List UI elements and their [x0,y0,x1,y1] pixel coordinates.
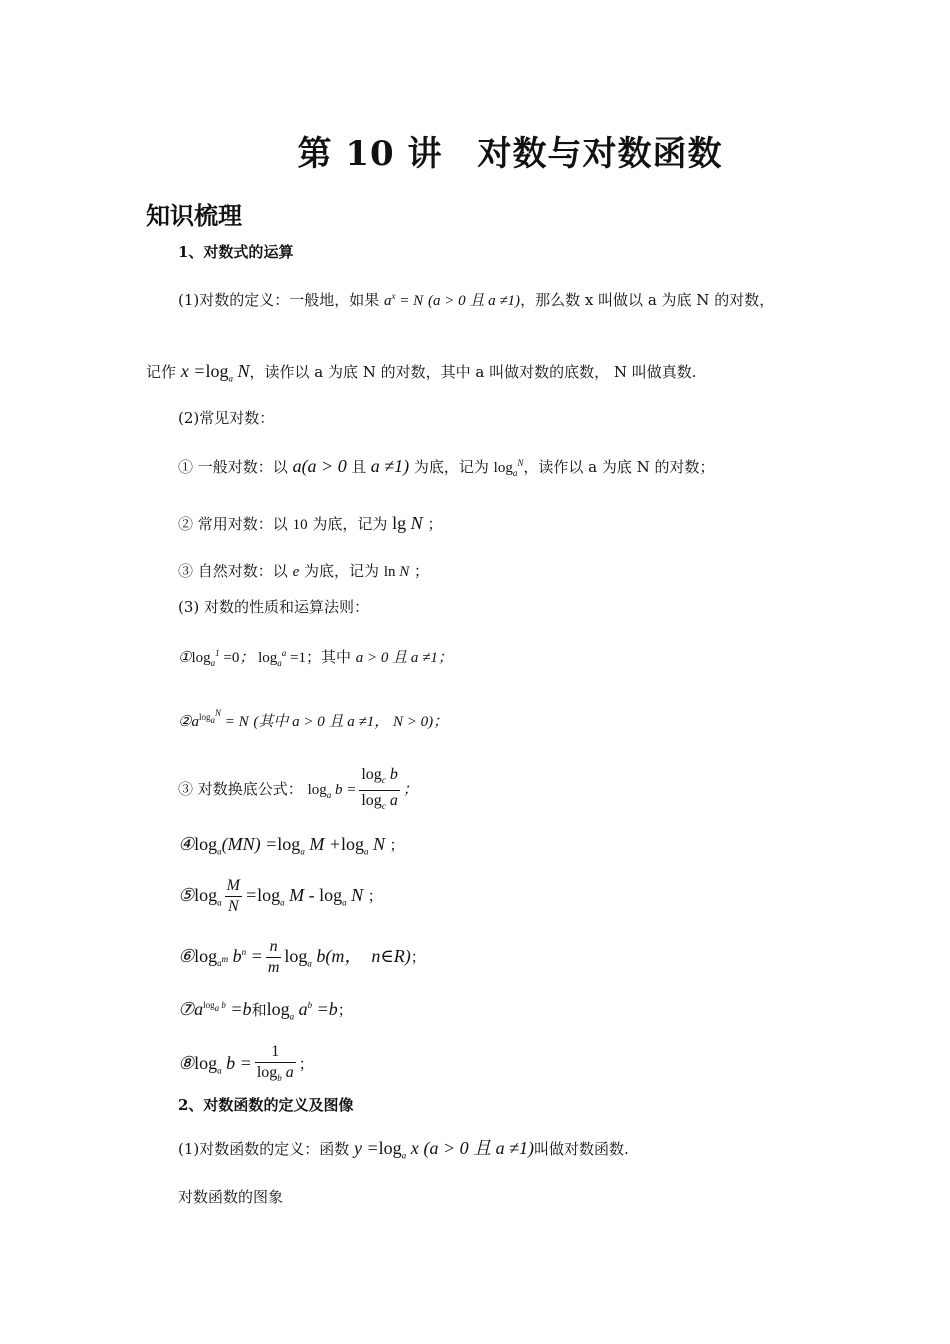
graph-caption: 对数函数的图象 [178,1188,284,1206]
common-log-1-end: ，读作以 a 为底 N 的对数； [523,458,715,476]
formula-ln-n: ln N [383,564,410,580]
common-log-2 [178,513,442,535]
common-log-1-mid: 为底，记为 [413,458,489,476]
rule-4 [178,834,405,862]
section-heading: 知识梳理 [146,201,242,230]
definition-mid: ，那么数 x 叫做以 a 为底 N 的对数， [520,291,775,309]
formula-quotient-rule: $⑤\log_a$ $\frac{M}{N}$ $=\log_a$ M - $\log_a N$ ； [178,877,383,915]
common-logs-title: (2)常见对数： [178,409,275,427]
common-log-2-base: 10 [292,517,308,533]
common-log-2-prefix: ② 常用对数：以 [178,515,288,533]
formula-power-rule: $⑥\log_{a^m}$ $b^n$ = $\frac{n}{m}$ $\log_a b(m$， n∈R)； [178,938,426,976]
rule-3-prefix: ③ 对数换底公式： [178,780,303,799]
rule-1-mid: ；其中 [306,648,352,666]
formula-inverse-rule-b: $\log_a a^b =b$； [266,999,353,1022]
formula-base-condition: a(a > 0 且 a ≠1) [292,456,410,476]
definition-line-1 [178,286,774,311]
formula-log-a-n: $\log_a^N$ [493,458,524,478]
formula-rule-1: $①\log_a^1 =0$； $\log_a^a =1$ [178,648,306,668]
rule-6 [178,938,426,977]
formula-rule-2: $②a^{log_a^N} = N$ [178,708,249,730]
function-definition-end: 叫做对数函数. [533,1140,629,1158]
page-title: 第 10 讲 对数与对数函数 [297,134,723,174]
formula-reciprocal-rule: $⑧\log_a$ b = $\frac{1}{\log_b a}$ ； [178,1043,314,1084]
definition2-prefix: 记作 [146,363,177,381]
rule-7-mid: 和 [251,1001,267,1019]
rules-title: (3) 对数的性质和运算法则： [178,598,370,616]
definition2-end: N 叫做真数. [613,363,697,381]
common-log-3-mid: 为底，记为 [304,562,380,580]
function-definition [178,1138,629,1166]
rule-2 [178,703,448,732]
formula-exponential: $a^x = N$ [384,291,424,309]
function-condition: (a > 0 且 a ≠1) [423,1138,534,1158]
formula-lg-n: lg N [392,513,423,533]
rule-3 [178,766,418,815]
rule-8 [178,1043,314,1087]
common-log-1-prefix: ① 一般对数：以 [178,458,288,476]
rule-2-condition: (其中 a > 0 且 a ≠1， N > 0)； [253,714,449,730]
rule-7 [178,995,353,1027]
common-log-2-mid: 为底，记为 [312,515,388,533]
common-log-3 [178,561,429,582]
function-definition-prefix: (1)对数函数的定义：函数 [178,1140,350,1158]
definition-line-2 [146,361,697,389]
formula-change-of-base: $\log_a b$ = $\frac{\log_c b}{\log_c a}$ ； [307,766,418,812]
definition2-text: ，读作以 a 为底 N 的对数，其中 a 叫做对数的底数， [249,363,610,381]
common-log-2-end: ； [427,515,443,533]
rule-1-condition: a > 0 且 a ≠1； [355,650,453,666]
formula-log-function: $y =\log_a$ x [354,1138,419,1161]
rule-5 [178,877,383,916]
subsection-heading-2: 2、对数函数的定义及图像 [178,1096,354,1114]
formula-inverse-rule-a: $⑦a^{log_a b} =b$ [178,999,252,1019]
subsection-heading-1: 1、对数式的运算 [178,243,294,261]
common-log-3-end: ； [414,562,430,580]
common-log-1 [178,453,715,483]
formula-log-definition: $x =\log_a$ N [180,361,250,384]
common-log-3-prefix: ③ 自然对数：以 [178,562,288,580]
formula-product-rule: $④\log_a(MN) =\log_a$ $M +\log_a$ N ； [178,834,405,857]
common-log-3-base: e [292,564,300,580]
definition-prefix: (1)对数的定义：一般地，如果 [178,291,380,309]
rule-1 [178,643,453,673]
definition-condition: (a > 0 且 a ≠1) [427,293,521,309]
